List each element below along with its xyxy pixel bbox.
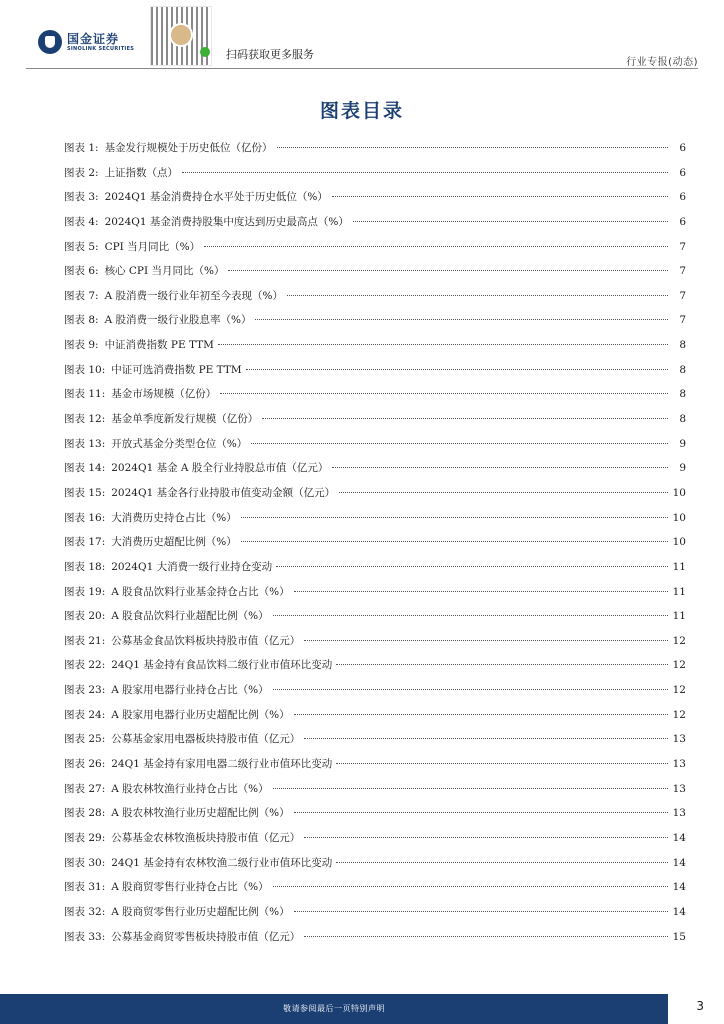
page-number: 3 <box>696 999 704 1013</box>
toc-entry[interactable] <box>64 851 686 876</box>
toc-entry-page[interactable]: 13 <box>672 758 686 771</box>
toc-entry-label: 图表 1: <box>64 142 99 154</box>
toc-entry-page[interactable]: 6 <box>679 215 686 228</box>
toc-entry-page[interactable]: 13 <box>672 782 686 795</box>
toc-entry-label: 图表 25: <box>64 733 106 746</box>
toc-entry-label: 图表 4: <box>64 215 99 228</box>
toc-entry[interactable] <box>64 530 686 555</box>
toc-entry[interactable] <box>64 358 686 383</box>
toc-entry-title[interactable]: 中证消费指数 PE TTM <box>104 339 214 352</box>
toc-entry-label: 图表 6: <box>64 265 99 278</box>
toc-entry[interactable] <box>64 161 686 186</box>
toc-entry[interactable] <box>64 801 686 826</box>
toc-entry[interactable] <box>64 875 686 900</box>
toc-entry-label: 图表 18: <box>64 560 106 573</box>
toc-dot-leader <box>255 319 668 320</box>
footer-notice: 敬请参阅最后一页特别声明 <box>283 1004 385 1013</box>
toc-entry-label: 图表 7: <box>64 289 99 302</box>
toc-entry-title[interactable]: A 股食品饮料行业基金持仓占比（%） <box>111 585 290 598</box>
toc-entry[interactable] <box>64 925 686 950</box>
toc-dot-leader <box>336 664 668 665</box>
toc-entry-label: 图表 12: <box>64 413 106 426</box>
toc-entry-title[interactable]: 2024Q1 大消费一级行业持仓变动 <box>111 560 273 573</box>
toc-entry-title[interactable]: A 股农林牧渔行业历史超配比例（%） <box>111 807 290 820</box>
toc-entry[interactable] <box>64 432 686 457</box>
toc-entry-label: 图表 3: <box>64 191 99 204</box>
toc-entry-title[interactable]: A 股家用电器行业持仓占比（%） <box>111 684 269 697</box>
toc-entry-page[interactable]: 13 <box>672 733 686 746</box>
toc-entry-title[interactable]: 中证可选消费指数 PE TTM <box>111 363 242 376</box>
toc-entry-title[interactable]: 2024Q1 基金消费持股集中度达到历史最高点（%） <box>104 215 349 228</box>
toc-entry[interactable] <box>64 136 686 161</box>
toc-dot-leader <box>218 344 668 345</box>
toc-entry-label: 图表 31: <box>64 881 106 894</box>
toc-entry-page[interactable]: 6 <box>679 191 686 204</box>
toc-entry-title[interactable]: 大消费历史超配比例（%） <box>111 536 237 549</box>
toc-entry-title[interactable]: 24Q1 基金持有家用电器二级行业市值环比变动 <box>111 758 333 771</box>
toc-entry[interactable] <box>64 259 686 284</box>
toc-entry-title[interactable]: A 股商贸零售行业持仓占比（%） <box>111 881 269 894</box>
toc-entry-page[interactable]: 14 <box>672 881 686 894</box>
toc-dot-leader <box>304 738 668 739</box>
toc-entry-label: 图表 33: <box>64 930 106 943</box>
logo-name-cn: 国金证券 <box>67 31 120 46</box>
toc-entry-title[interactable]: 基金市场规模（亿份） <box>111 388 217 401</box>
toc-entry[interactable] <box>64 481 686 506</box>
toc-entry-title[interactable]: 公募基金商贸零售板块持股市值（亿元） <box>111 930 301 943</box>
toc-entry-title[interactable]: A 股农林牧渔行业持仓占比（%） <box>111 782 269 795</box>
qr-caption: 扫码获取更多服务 <box>226 48 314 61</box>
toc-entry-label: 图表 17: <box>64 536 106 549</box>
toc-entry-page[interactable]: 12 <box>672 708 686 721</box>
toc-entry-label: 图表 14: <box>64 462 106 475</box>
toc-entry-label: 图表 26: <box>64 758 106 771</box>
toc-entry[interactable] <box>64 333 686 358</box>
toc-entry-label: 图表 19: <box>64 585 106 598</box>
toc-dot-leader <box>204 246 668 247</box>
toc-entry-page[interactable]: 7 <box>679 240 686 253</box>
header-divider <box>26 68 698 69</box>
toc-entry-label: 图表 32: <box>64 905 106 918</box>
toc-entry-label: 图表 29: <box>64 831 106 844</box>
toc-entry-label: 图表 5: <box>64 240 99 253</box>
toc-entry-page[interactable]: 8 <box>679 388 686 401</box>
qr-avatar-icon <box>169 23 193 47</box>
toc-entry-title[interactable]: A 股消费一级行业股息率（%） <box>104 314 252 327</box>
toc-dot-leader <box>336 862 668 863</box>
toc-entry-page[interactable]: 15 <box>672 930 686 943</box>
toc-dot-leader <box>273 788 668 789</box>
toc-entry-page[interactable]: 6 <box>679 166 686 179</box>
toc-entry[interactable] <box>64 284 686 309</box>
toc-dot-leader <box>339 492 668 493</box>
toc-dot-leader <box>287 295 668 296</box>
toc-dot-leader <box>336 763 668 764</box>
toc-entry-label: 图表 9: <box>64 339 99 352</box>
logo-mark-icon <box>38 30 62 54</box>
toc-dot-leader <box>304 936 668 937</box>
toc-entry-page[interactable]: 11 <box>672 585 686 598</box>
toc-entry-page[interactable]: 14 <box>672 856 686 869</box>
toc-dot-leader <box>182 172 668 173</box>
toc-entry-title[interactable]: 核心 CPI 当月同比（%） <box>104 265 225 278</box>
toc-entry-label: 图表 30: <box>64 856 106 869</box>
toc-entry[interactable] <box>64 678 686 703</box>
toc-entry-label: 图表 21: <box>64 634 106 647</box>
toc-entry-label: 图表 11: <box>64 388 106 401</box>
toc-entry-title[interactable]: 公募基金农林牧渔板块持股市值（亿元） <box>111 831 301 844</box>
toc-dot-leader <box>262 418 668 419</box>
toc-entry-page[interactable]: 9 <box>679 437 686 450</box>
toc-entry[interactable] <box>64 185 686 210</box>
toc-entry-page[interactable]: 14 <box>672 905 686 918</box>
company-logo <box>38 30 134 54</box>
toc-entry-page[interactable]: 11 <box>672 560 686 573</box>
toc-entry[interactable] <box>64 210 686 235</box>
toc-dot-leader <box>353 221 668 222</box>
toc-entry-label: 图表 10: <box>64 363 106 376</box>
toc-dot-leader <box>246 369 668 370</box>
toc-entry[interactable] <box>64 900 686 925</box>
toc-entry[interactable] <box>64 653 686 678</box>
page-header <box>0 0 724 68</box>
toc-entry[interactable] <box>64 703 686 728</box>
toc-entry-title[interactable]: 2024Q1 基金消费持仓水平处于历史低位（%） <box>104 191 328 204</box>
toc-entry-label: 图表 23: <box>64 684 106 697</box>
toc-entry-page[interactable]: 12 <box>672 659 686 672</box>
toc-entry-label: 图表 27: <box>64 782 106 795</box>
toc-entry-title[interactable]: A 股家用电器行业历史超配比例（%） <box>111 708 290 721</box>
toc-entry-label: 图表 13: <box>64 437 106 450</box>
toc-entry-page[interactable]: 13 <box>672 807 686 820</box>
report-type: 行业专报(动态) <box>626 57 698 68</box>
toc-entry[interactable] <box>64 629 686 654</box>
toc-dot-leader <box>277 147 668 148</box>
toc-entry-page[interactable]: 12 <box>672 684 686 697</box>
toc-entry-title[interactable]: 基金单季度新发行规模（亿份） <box>111 413 259 426</box>
toc-dot-leader <box>251 443 668 444</box>
toc-entry-label: 图表 16: <box>64 511 106 524</box>
toc-entry-title[interactable]: A 股食品饮料行业超配比例（%） <box>111 610 269 623</box>
toc-entry-title[interactable]: 24Q1 基金持有农林牧渔二级行业市值环比变动 <box>111 856 333 869</box>
logo-text <box>67 32 134 53</box>
toc-entry-title[interactable]: 上证指数（点） <box>104 166 179 179</box>
toc-entry[interactable] <box>64 777 686 802</box>
toc-dot-leader <box>294 714 668 715</box>
toc-entry-label: 图表 22: <box>64 659 106 672</box>
toc-dot-leader <box>273 615 668 616</box>
toc-entry[interactable] <box>64 555 686 580</box>
toc-entry-page[interactable]: 10 <box>672 486 686 499</box>
toc-entry-label: 图表 8: <box>64 314 99 327</box>
toc-entry-title[interactable]: 基金发行规模处于历史低位（亿份） <box>104 142 273 154</box>
toc-entry[interactable] <box>64 382 686 407</box>
toc-entry-label: 图表 28: <box>64 807 106 820</box>
toc-entry[interactable] <box>64 580 686 605</box>
toc-entry-page[interactable]: 8 <box>679 339 686 352</box>
toc-entry-title[interactable]: 开放式基金分类型仓位（%） <box>111 437 248 450</box>
toc-dot-leader <box>332 196 668 197</box>
toc-dot-leader <box>241 517 668 518</box>
toc-entry-title[interactable]: 24Q1 基金持有食品饮料二级行业市值环比变动 <box>111 659 333 672</box>
table-of-figures <box>64 136 686 949</box>
wechat-icon <box>200 47 210 57</box>
toc-entry-title[interactable]: 公募基金食品饮料板块持股市值（亿元） <box>111 634 301 647</box>
toc-entry[interactable] <box>64 407 686 432</box>
toc-entry-page[interactable]: 10 <box>672 511 686 524</box>
toc-entry[interactable] <box>64 604 686 629</box>
toc-entry-title[interactable]: 2024Q1 基金 A 股全行业持股总市值（亿元） <box>111 462 329 475</box>
toc-entry-page[interactable]: 7 <box>679 314 686 327</box>
toc-dot-leader <box>276 566 668 567</box>
toc-entry[interactable] <box>64 727 686 752</box>
toc-entry[interactable] <box>64 456 686 481</box>
toc-dot-leader <box>241 541 668 542</box>
toc-entry-title[interactable]: 2024Q1 基金各行业持股市值变动金额（亿元） <box>111 486 336 499</box>
toc-entry-page[interactable]: 8 <box>679 363 686 376</box>
toc-entry[interactable] <box>64 235 686 260</box>
toc-entry[interactable] <box>64 308 686 333</box>
toc-entry-page[interactable]: 8 <box>679 413 686 426</box>
toc-entry-label: 图表 24: <box>64 708 106 721</box>
toc-entry-page[interactable]: 7 <box>679 265 686 278</box>
toc-entry-page[interactable]: 9 <box>679 462 686 475</box>
toc-entry[interactable] <box>64 506 686 531</box>
toc-entry-title[interactable]: 公募基金家用电器板块持股市值（亿元） <box>111 733 301 746</box>
toc-entry-page[interactable]: 14 <box>672 831 686 844</box>
toc-entry-label: 图表 20: <box>64 610 106 623</box>
toc-entry-page[interactable]: 11 <box>672 610 686 623</box>
toc-entry-title[interactable]: A 股消费一级行业年初至今表现（%） <box>104 289 283 302</box>
toc-dot-leader <box>304 640 668 641</box>
toc-dot-leader <box>294 591 668 592</box>
toc-entry-page[interactable]: 6 <box>679 142 686 154</box>
toc-dot-leader <box>294 911 668 912</box>
toc-entry-title[interactable]: CPI 当月同比（%） <box>104 240 201 253</box>
toc-entry[interactable] <box>64 752 686 777</box>
toc-entry-page[interactable]: 7 <box>679 289 686 302</box>
toc-entry-page[interactable]: 10 <box>672 536 686 549</box>
toc-dot-leader <box>220 393 668 394</box>
toc-entry-label: 图表 15: <box>64 486 106 499</box>
toc-entry[interactable] <box>64 826 686 851</box>
toc-entry-page[interactable]: 12 <box>672 634 686 647</box>
toc-entry-title[interactable]: 大消费历史持仓占比（%） <box>111 511 237 524</box>
logo-name-en: SINOLINK SECURITIES <box>67 45 135 52</box>
toc-dot-leader <box>228 270 668 271</box>
toc-dot-leader <box>304 837 668 838</box>
toc-entry-label: 图表 2: <box>64 166 99 179</box>
toc-dot-leader <box>273 689 668 690</box>
toc-dot-leader <box>294 812 668 813</box>
toc-dot-leader <box>273 886 668 887</box>
page-title: 图表目录 <box>319 100 404 122</box>
toc-entry-title[interactable]: A 股商贸零售行业历史超配比例（%） <box>111 905 290 918</box>
toc-dot-leader <box>332 467 668 468</box>
